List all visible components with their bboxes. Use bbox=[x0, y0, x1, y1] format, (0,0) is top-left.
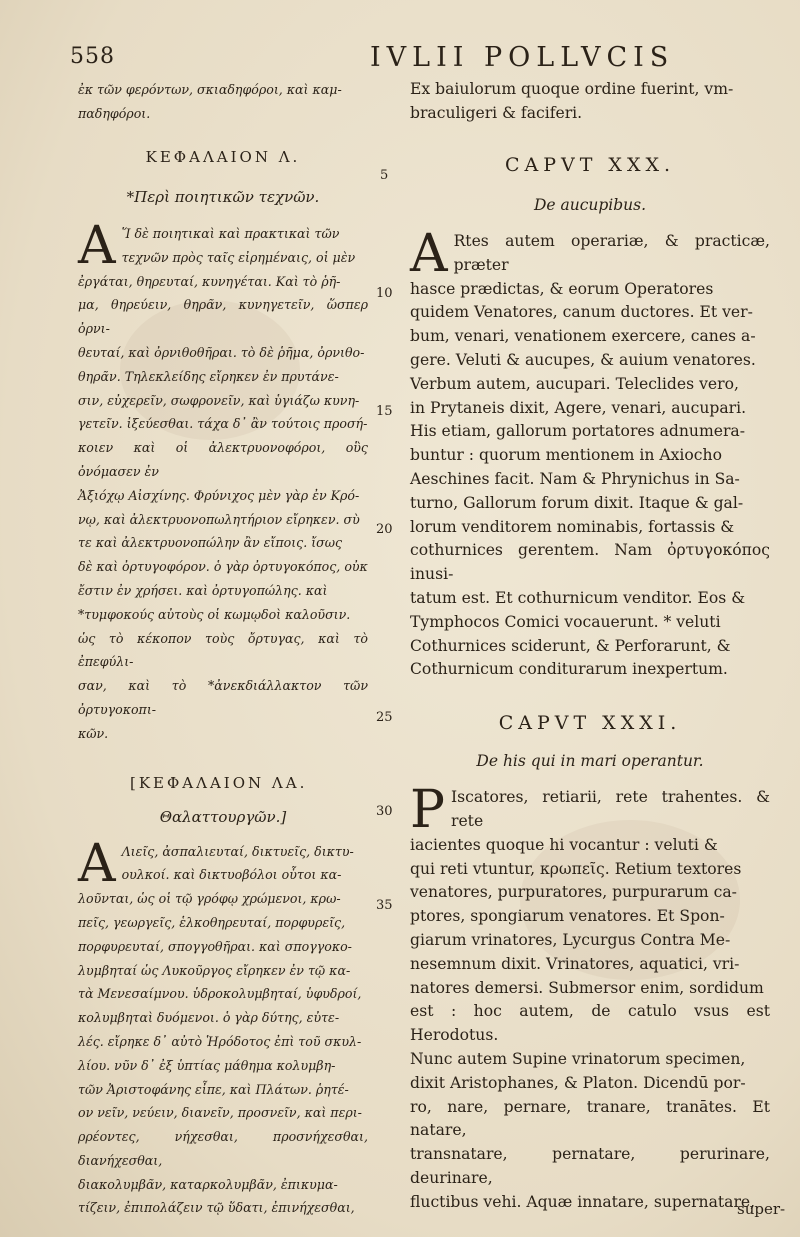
latin-chapter-31-body bbox=[410, 780, 770, 1214]
greek-dropcap-31: A bbox=[78, 833, 116, 894]
greek-chapter-30-title: ΚΕΦΑΛΑΙΟΝ Λ. bbox=[145, 148, 301, 166]
page-number: 558 bbox=[70, 44, 115, 69]
catchword: super- bbox=[737, 1200, 786, 1218]
latin-chapter-31-subtitle: De his qui in mari operantur. bbox=[476, 752, 704, 771]
running-head bbox=[70, 42, 730, 74]
line-number: 15 bbox=[376, 404, 393, 419]
running-title: IVLII POLLVCIS bbox=[370, 42, 675, 73]
greek-top-lines: ἐκ τῶν φερόντων, σκιαδηφόροι, καὶ καμ- παδηφόροι. bbox=[78, 82, 342, 121]
greek-chapter-30-subtitle: *Περὶ ποιητικῶν τεχνῶν. bbox=[126, 188, 320, 206]
line-number: 20 bbox=[376, 522, 393, 537]
latin-chapter-31-title: CAPVT XXXI. bbox=[498, 712, 682, 735]
latin-chapter-31-text: Iscatores, retiarii, rete trahentes. & rete iacientes quoque hi vocantur : veluti & qui reti vtuntur, κρωπεῖς. Retium textores venatores, purpuratores, purpurarum ca- ptores, spongiarum venatores. Et Spon- giarum vrinatores, Lycurgus Contra Me- nesemnum dixit. Vrinatores, aquatici, vri- natores demersi. Submersor enim, sordidum est : hoc autem, de catulo vsus est Herodotus. Nunc autem Supine vrinatorum specimen, dixit Aristophanes, & Platon. Dicendū por- ro, nare, pernare, tranare, tranātes. Et natare, transnatare, pernatare, perurinare, deurinare, fluctibus vehi. Aquæ innatare, supernatare, bbox=[410, 788, 770, 1211]
greek-chapter-31-title: [ΚΕΦΑΛΑΙΟΝ ΛΑ. bbox=[130, 773, 308, 792]
latin-chapter-30-title: CAPVT XXX. bbox=[504, 154, 676, 176]
greek-column bbox=[78, 78, 368, 1220]
latin-top-lines: Ex baiulorum quoque ordine fuerint, vm- braculigeri & faciferi. bbox=[410, 80, 734, 122]
latin-chapter-30-subtitle: De aucupibus. bbox=[533, 196, 647, 214]
line-number: 35 bbox=[376, 898, 393, 913]
latin-chapter-30-body bbox=[410, 224, 770, 682]
latin-chapter-30-text: Rtes autem operariæ, & practicæ, præter hasce prædictas, & eorum Operatores quidem Venatores, canum ductores. Et ver- bum, venari, venationem exercere, canes a- gere. Veluti & aucupes, & auium venatores. Verbum autem, aucupari. Teleclides vero, in Prytaneis dixit, Agere, venari, aucupari. His etiam, gallorum portatores adnumera- buntur : quorum mentionem in Axiocho Aeschines facit. Nam & Phrynichus in Sa- turno, Gallorum forum dixit. Itaque & gal- lorum venditorem nominabis, fortassis & cothurnices gerentem. Nam ὀρτυγοκόπος inusi- tatum est. Et cothurnicum venditor. Eos & Tymphocos Comici vocauerunt. * veluti Cothurnices sciderunt, & Perforarunt, & Cothurnicum conditurarum inexpertum. bbox=[410, 232, 770, 679]
greek-chapter-30-body bbox=[78, 216, 368, 746]
latin-column bbox=[410, 78, 770, 1214]
greek-chapter-31-text: Λιεῖς, ἀσπαλιευταί, δικτυεῖς, δικτυ- ουλκοί. καὶ δικτυοβόλοι οὗτοι κα- λοῦνται, ὡς οἱ τῷ γρόφῳ χρώμενοι, κρω- πεῖς, γεωργεῖς, ἑλκοθηρευταί, πορφυρεῖς, πορφυρευταί, σπογγοθῆραι. καὶ σπογγοκο- λυμβηταί ὡς Λυκοῦργος εἴρηκεν ἐν τῷ κα- τὰ Μενεσαίμνου. ὑδροκολυμβηταί, ὑφυδροί, κολυμβηταὶ δυόμενοι. ὁ γὰρ δύτης, εὐτε- λές. εἴρηκε δ᾽ αὐτὸ Ἡρόδοτος ἐπὶ τοῦ σκυλ- λίου. νῦν δ᾽ ἐξ ὑπτίας μάθημα κολυμβη- τῶν Ἀριστοφάνης εἶπε, καὶ Πλάτων. ῥητέ- ον νεῖν, νεύειν, διανεῖν, προσνεῖν, καὶ περι- ρρέοντες, νήχεσθαι, προσνήχεσθαι, διανήχεσθαι, διακολυμβᾶν, καταρκολυμβᾶν, ἐπικυμα- τίζειν, ἐπιπολάζειν τῷ ὕδατι, ἐπινήχεσθαι, bbox=[78, 843, 368, 1216]
latin-dropcap-30: A bbox=[410, 224, 448, 284]
greek-dropcap-30: A bbox=[78, 216, 116, 276]
line-number: 30 bbox=[376, 804, 393, 819]
greek-chapter-31-subtitle: Θαλαττουργῶν.] bbox=[159, 807, 287, 826]
latin-dropcap-31: P bbox=[410, 780, 445, 841]
greek-chapter-31-body bbox=[78, 833, 368, 1221]
line-number: 25 bbox=[376, 710, 393, 725]
line-number: 10 bbox=[376, 286, 393, 301]
line-number: 5 bbox=[380, 168, 389, 183]
greek-chapter-30-text: Ἵ δὲ ποιητικαὶ καὶ πρακτικαὶ τῶν τεχνῶν πρὸς ταῖς εἰρημέναις, οἱ μὲν ἐργάται, θηρευταί, κυνηγέται. Καὶ τὸ ῥῆ- μα, θηρεύειν, θηρᾶν, κυνηγετεῖν, ὥσπερ ὀρνι- θευταί, καὶ ὀρνιθοθῆραι. τὸ δὲ ῥῆμα, ὀρνιθο- θηρᾶν. Τηλεκλείδης εἴρηκεν ἐν πρυτάνε- σιν, εὐχερεῖν, σωφρονεῖν, καὶ ὑγιάζω κυνη- γετεῖν. ἰξεύεσθαι. τάχα δ᾽ ἂν τούτοις προσή- κοιεν καὶ οἱ ἀλεκτρυονοφόροι, οὓς ὀνόμασεν ἐν Ἀξιόχῳ Αἰσχίνης. Φρύνιχος μὲν γὰρ ἐν Κρό- νῳ, καὶ ἀλεκτρυονοπωλητήριον εἴρηκεν. σὺ τε καὶ ἀλεκτρυονοπώλην ἂν εἴποις. ἴσως δὲ καὶ ὀρτυγοφόρον. ὁ γὰρ ὀρτυγοκόπος, οὐκ ἔστιν ἐν χρήσει. καὶ ὀρτυγοπώλης. καὶ *τυμφοκούς αὐτοὺς οἱ κωμῳδοὶ καλοῦσιν. ὡς τὸ κέκοπον τοὺς ὄρτυγας, καὶ τὸ ἐπεφύλι- σαν, καὶ τὸ *ἀνεκδιάλλακτον τῶν ὀρτυγοκοπι- κῶν. bbox=[78, 226, 368, 741]
